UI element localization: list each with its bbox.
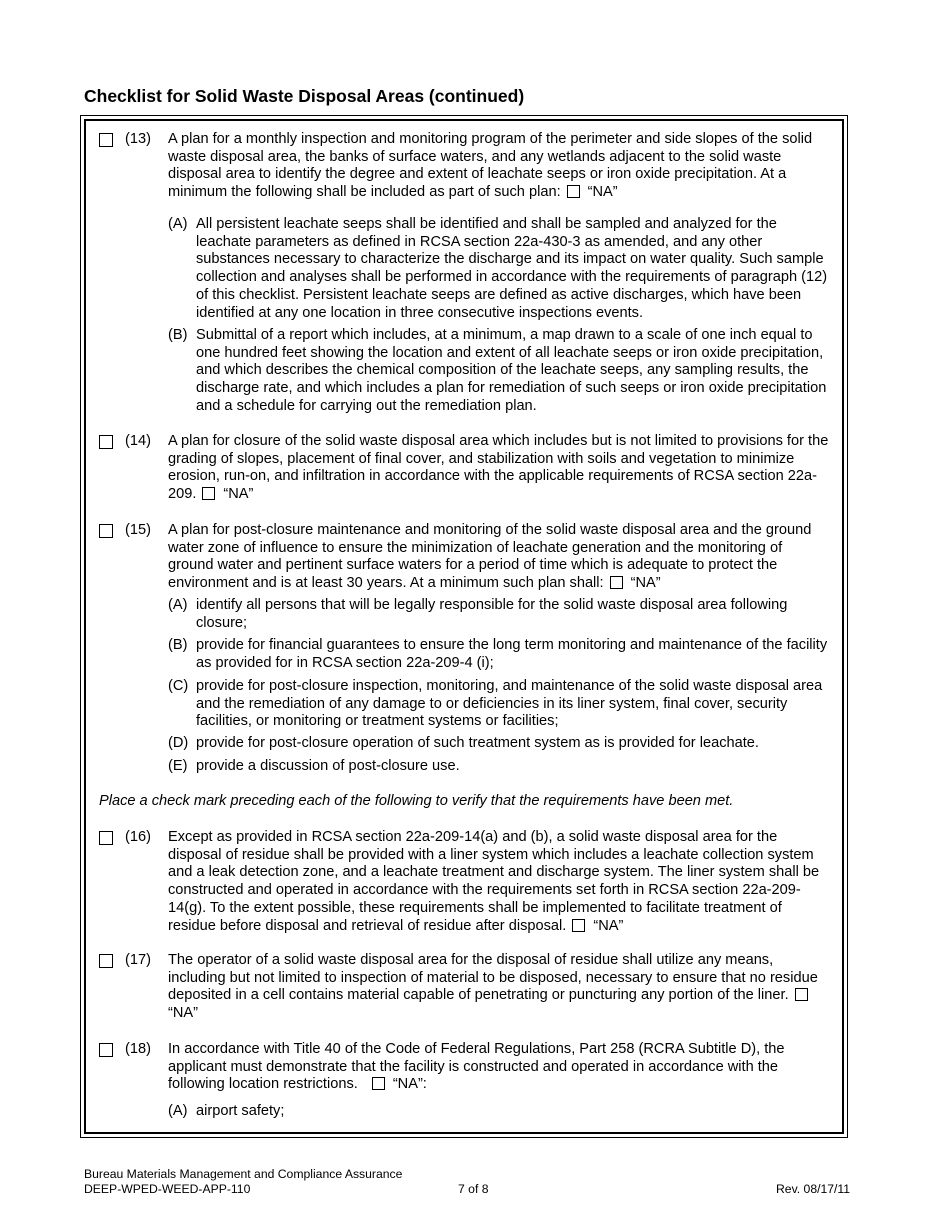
item-15-sub-a [168,597,830,632]
item-15-sub-e [168,758,830,776]
item-18-number: (18) [125,1041,151,1057]
item-18-sub-a-text: airport safety; [196,1103,285,1119]
item-13-sub-a-text: All persistent leachate seeps shall be identified and shall be sampled and analyzed for the leachate parameters as defined in RCSA section 22a-430-3 as amended, and any other substances necessary to characterize the discharge and its impact on water quality. Such sample collection and analyses shall be performed in accordance with the requirements of paragraph (12) of this checklist. Persistent leachate seeps are defined as active discharges, which have been identified at any one location in three consecutive inspections events. [196,216,828,321]
verification-note: Place a check mark preceding each of the following to verify that the requirements have been met. [99,793,734,809]
item-15-number: (15) [125,522,151,538]
item-15-sub-b-text: provide for financial guarantees to ensure the long term monitoring and maintenance of the facility as provided for in RCSA section 22a-209-4 (i); [196,637,828,671]
item-14-checkbox[interactable] [99,435,113,449]
item-15-sub-d-text: provide for post-closure operation of such treatment system as is provided for leachate. [196,735,759,751]
item-13-number: (13) [125,131,151,147]
page-title: Checklist for Solid Waste Disposal Areas (continued) [84,86,525,106]
item-17-checkbox[interactable] [99,954,113,968]
item-14-text: A plan for closure of the solid waste disposal area which includes but is not limited to provisions for the grading of slopes, placement of final cover, and stabilization with soils and vegetation to minimize erosion, run-on, and infiltration in accordance with the applicable requirements of RCSA section 22a-209. “NA” [168,433,829,503]
item-13-sub-b-label: (B) [168,327,188,343]
item-14-number: (14) [125,433,151,449]
item-13-text: A plan for a monthly inspection and monitoring program of the perimeter and side slopes of the solid waste disposal area, the banks of surface waters, and any wetlands adjacent to the solid waste disposal area to identify the degree and extent of leachate seeps or iron oxide precipitation. At a minimum the following shall be included as part of such plan: “NA” [168,131,813,201]
footer-revision: Rev. 08/17/11 [776,1182,851,1196]
item-15-na-label: “NA” [630,575,661,592]
item-13-checkbox[interactable] [99,133,113,147]
item-16-number: (16) [125,829,151,845]
item-15-sub-c-label: (C) [168,678,189,694]
item-16-na-label: “NA” [593,917,624,934]
item-17-text: The operator of a solid waste disposal area for the disposal of residue shall utilize any means, including but not limited to inspection of material to be disposed, necessary to ensure that no residue deposited in a cell contains material capable of penetrating or puncturing any portion of the liner.“NA” [168,952,818,1022]
item-15-checkbox[interactable] [99,524,113,538]
item-17-na-label: “NA” [168,1005,198,1022]
item-15-sub-c [168,678,830,731]
footer-bureau: Bureau Materials Management and Compliance Assurance [84,1167,403,1181]
item-15-na-checkbox[interactable] [610,576,623,589]
item-15-sub-b [168,637,830,672]
item-13-sub-b [168,327,830,416]
item-15-sub-e-label: (E) [168,758,188,774]
item-13-sub-a [168,216,830,322]
item-16-checkbox[interactable] [99,831,113,845]
item-13-sub-a-label: (A) [168,216,188,232]
item-18-na-label: “NA”: [392,1076,427,1093]
item-14-na-label: “NA” [223,486,254,503]
item-15-sub-d [168,735,830,753]
item-15-sub-a-label: (A) [168,597,188,613]
item-17-number: (17) [125,952,151,968]
item-14-na-checkbox[interactable] [202,487,215,500]
item-18-checkbox[interactable] [99,1043,113,1057]
footer-page-number: 7 of 8 [458,1182,489,1196]
item-17-na-checkbox[interactable] [795,988,808,1001]
item-18-text: In accordance with Title 40 of the Code of Federal Regulations, Part 258 (RCRA Subtitle D), the applicant must demonstrate that the facility is constructed and operated in accordance with the following location restrictions. “NA”: [168,1041,785,1093]
item-16-text: Except as provided in RCSA section 22a-209-14(a) and (b), a solid waste disposal area for the disposal of residue shall be provided with a liner system which includes a leachate collection system and a leak detection zone, and a leachate treatment and discharge system. The liner system shall be constructed and operated in accordance with the requirements set forth in RCSA section 22a-209-14(g). To the extent possible, these requirements shall be implemented to facilitate treatment of residue before disposal and retrieval of residue after disposal. “NA” [168,829,820,934]
item-18-sub-a-label: (A) [168,1103,188,1119]
item-15-sub-a-text: identify all persons that will be legally responsible for the solid waste disposal area following closure; [196,597,788,631]
item-18-na-checkbox[interactable] [372,1077,385,1090]
item-18-sub-a [168,1103,830,1121]
item-15-sub-b-label: (B) [168,637,188,653]
item-16-na-checkbox[interactable] [572,919,585,932]
item-15-text: A plan for post-closure maintenance and monitoring of the solid waste disposal area and the ground water zone of influence to ensure the minimization of leachate generation and the monitoring of ground water and pertinent surface waters for a period of time which is adequate to protect the environment and is at least 30 years. At a minimum such plan shall: “NA” [168,522,812,592]
footer-form-id: DEEP-WPED-WEED-APP-110 [84,1182,251,1196]
item-13-na-label: “NA” [587,184,618,201]
item-15-sub-c-text: provide for post-closure inspection, monitoring, and maintenance of the solid waste disposal area and the remediation of any damage to or deficiencies in its liner system, final cover, security facilities, or monitoring or treatment systems or facilities; [196,678,823,730]
item-15-sub-e-text: provide a discussion of post-closure use. [196,758,460,774]
item-13-na-checkbox[interactable] [567,185,580,198]
item-15-sub-d-label: (D) [168,735,189,751]
item-13-sub-b-text: Submittal of a report which includes, at a minimum, a map drawn to a scale of one inch equal to one hundred feet showing the location and extent of all leachate seeps or iron oxide precipitation, and which describes the chemical composition of the leachate seeps, any sampling results, the discharge rate, and which includes a plan for remediation of such seeps or iron oxide precipitation and a schedule for carrying out the remediation plan. [196,327,827,414]
